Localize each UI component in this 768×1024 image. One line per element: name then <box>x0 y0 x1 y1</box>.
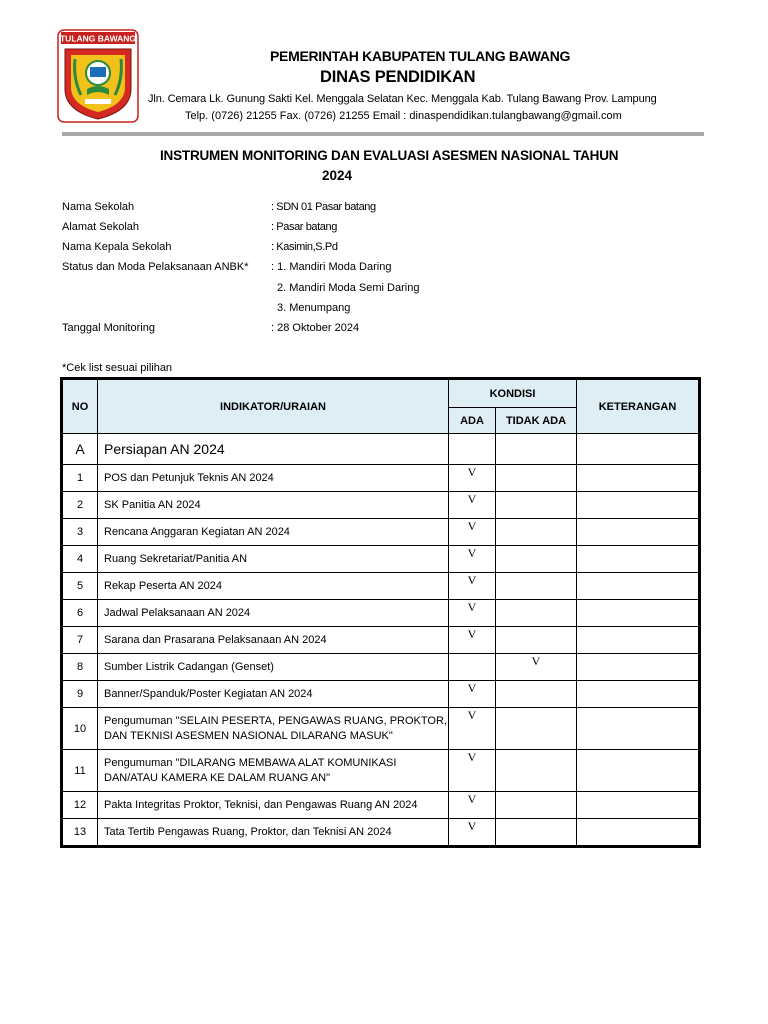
document-title-year: 2024 <box>322 168 353 183</box>
monitoring-date-value: : 28 Oktober 2024 <box>271 322 360 334</box>
checklist-note: *Cek list sesuai pilihan <box>62 362 173 374</box>
row-indicator: Rekap Peserta AN 2024 <box>98 573 449 600</box>
monitoring-table <box>62 379 699 846</box>
check-ada: V <box>449 792 496 819</box>
table-row <box>63 627 699 654</box>
check-ada: V <box>449 708 496 750</box>
government-name: PEMERINTAH KABUPATEN TULANG BAWANG <box>270 48 571 64</box>
row-number: 1 <box>63 465 98 492</box>
status-option-3: 3. Menumpang <box>277 302 351 314</box>
monitoring-date-label: Tanggal Monitoring <box>62 322 155 334</box>
table-row <box>63 654 699 681</box>
header-remarks: KETERANGAN <box>577 380 699 434</box>
status-label: Status dan Moda Pelaksanaan ANBK* <box>62 261 249 273</box>
remarks-cell <box>577 708 699 750</box>
check-tidak-ada <box>496 627 577 654</box>
check-ada: V <box>449 465 496 492</box>
row-indicator: Sarana dan Prasarana Pelaksanaan AN 2024 <box>98 627 449 654</box>
remarks-cell <box>577 519 699 546</box>
status-option-2: 2. Mandiri Moda Semi Daring <box>277 282 420 294</box>
check-ada: V <box>449 546 496 573</box>
table-row <box>63 546 699 573</box>
row-indicator: SK Panitia AN 2024 <box>98 492 449 519</box>
table-row <box>63 792 699 819</box>
header-indicator: INDIKATOR/URAIAN <box>98 380 449 434</box>
check-ada: V <box>449 627 496 654</box>
row-indicator: Rencana Anggaran Kegiatan AN 2024 <box>98 519 449 546</box>
check-ada: V <box>449 600 496 627</box>
status-option-1: : 1. Mandiri Moda Daring <box>271 261 392 273</box>
section-row <box>63 434 699 465</box>
check-tidak-ada <box>496 600 577 627</box>
tulang-bawang-logo <box>57 29 139 123</box>
principal-label: Nama Kepala Sekolah <box>62 241 172 253</box>
row-indicator: Pengumuman "DILARANG MEMBAWA ALAT KOMUNIKASI DAN/ATAU KAMERA KE DALAM RUANG AN" <box>98 750 449 792</box>
check-ada: V <box>449 681 496 708</box>
table-row <box>63 600 699 627</box>
header-tidak-ada: TIDAK ADA <box>496 408 577 434</box>
remarks-cell <box>577 600 699 627</box>
check-tidak-ada: V <box>496 654 577 681</box>
table-row <box>63 681 699 708</box>
remarks-cell <box>577 465 699 492</box>
remarks-cell <box>577 627 699 654</box>
check-tidak-ada <box>496 708 577 750</box>
school-name-value: : SDN 01 Pasar batang <box>271 201 376 213</box>
check-ada: V <box>449 750 496 792</box>
row-number: 2 <box>63 492 98 519</box>
remarks-cell <box>577 546 699 573</box>
row-indicator: Banner/Spanduk/Poster Kegiatan AN 2024 <box>98 681 449 708</box>
section-letter: A <box>63 434 98 465</box>
table-row <box>63 492 699 519</box>
check-tidak-ada <box>496 573 577 600</box>
table-row <box>63 465 699 492</box>
row-number: 9 <box>63 681 98 708</box>
office-contact: Telp. (0726) 21255 Fax. (0726) 21255 Email : dinaspendidikan.tulangbawang@gmail.com <box>185 110 622 122</box>
letterhead-divider <box>62 132 704 136</box>
principal-value: : Kasimin,S.Pd <box>271 241 338 253</box>
header-no: NO <box>63 380 98 434</box>
table-row <box>63 819 699 846</box>
remarks-cell <box>577 792 699 819</box>
row-number: 7 <box>63 627 98 654</box>
row-number: 12 <box>63 792 98 819</box>
logo-caption: TULANG BAWANG <box>59 33 137 44</box>
check-tidak-ada <box>496 819 577 846</box>
remarks-cell <box>577 573 699 600</box>
row-indicator: Pakta Integritas Proktor, Teknisi, dan Pengawas Ruang AN 2024 <box>98 792 449 819</box>
check-tidak-ada <box>496 792 577 819</box>
school-address-value: : Pasar batang <box>271 221 337 233</box>
header-ada: ADA <box>449 408 496 434</box>
table-row <box>63 573 699 600</box>
office-address: Jln. Cemara Lk. Gunung Sakti Kel. Menggala Selatan Kec. Menggala Kab. Tulang Bawang Prov. Lampung <box>148 93 657 105</box>
row-number: 5 <box>63 573 98 600</box>
row-number: 13 <box>63 819 98 846</box>
document-title: INSTRUMEN MONITORING DAN EVALUASI ASESMEN NASIONAL TAHUN <box>160 148 619 163</box>
row-number: 8 <box>63 654 98 681</box>
school-name-label: Nama Sekolah <box>62 201 135 213</box>
check-tidak-ada <box>496 492 577 519</box>
row-indicator: Ruang Sekretariat/Panitia AN <box>98 546 449 573</box>
table-row <box>63 750 699 792</box>
check-tidak-ada <box>496 546 577 573</box>
check-tidak-ada <box>496 465 577 492</box>
row-indicator: Jadwal Pelaksanaan AN 2024 <box>98 600 449 627</box>
row-indicator: Pengumuman "SELAIN PESERTA, PENGAWAS RUANG, PROKTOR, DAN TEKNISI ASESMEN NASIONAL DILARANG MASUK" <box>98 708 449 750</box>
remarks-cell <box>577 654 699 681</box>
check-tidak-ada <box>496 681 577 708</box>
check-ada <box>449 654 496 681</box>
row-number: 11 <box>63 750 98 792</box>
school-address-label: Alamat Sekolah <box>62 221 140 233</box>
row-indicator: Tata Tertib Pengawas Ruang, Proktor, dan Teknisi AN 2024 <box>98 819 449 846</box>
remarks-cell <box>577 492 699 519</box>
row-number: 6 <box>63 600 98 627</box>
table-row <box>63 708 699 750</box>
row-indicator: Sumber Listrik Cadangan (Genset) <box>98 654 449 681</box>
department-name: DINAS PENDIDIKAN <box>320 68 476 86</box>
check-tidak-ada <box>496 750 577 792</box>
row-number: 10 <box>63 708 98 750</box>
row-number: 4 <box>63 546 98 573</box>
check-ada: V <box>449 819 496 846</box>
check-ada: V <box>449 573 496 600</box>
check-ada: V <box>449 492 496 519</box>
check-tidak-ada <box>496 519 577 546</box>
remarks-cell <box>577 750 699 792</box>
header-condition: KONDISI <box>449 380 577 408</box>
row-indicator: POS dan Petunjuk Teknis AN 2024 <box>98 465 449 492</box>
row-number: 3 <box>63 519 98 546</box>
check-ada: V <box>449 519 496 546</box>
remarks-cell <box>577 819 699 846</box>
remarks-cell <box>577 681 699 708</box>
section-title: Persiapan AN 2024 <box>98 434 449 465</box>
table-row <box>63 519 699 546</box>
